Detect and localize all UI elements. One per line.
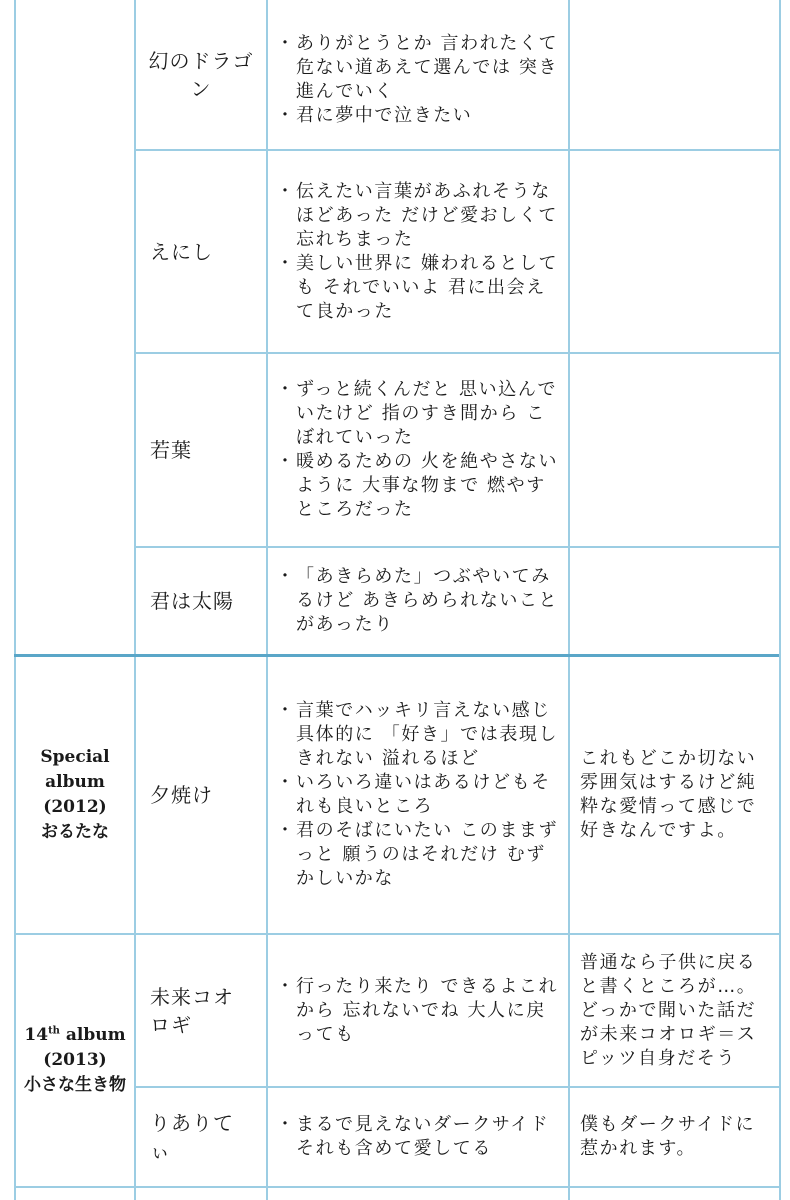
table-border-right — [779, 0, 781, 1200]
comment-text: 普通なら子供に戻ると書くところが…。どっかで聞いた話だが未来コオロギ＝スピッツ自身だそう — [580, 951, 757, 1069]
album-ordinal: th — [48, 1025, 60, 1037]
song-title — [136, 151, 266, 352]
album-title: 小さな生き物 — [24, 1075, 126, 1095]
lyric-line: ・ 「あきらめた」つぶやいてみるけど あきらめられないことがあったり — [278, 565, 560, 637]
album-type: Special — [40, 747, 110, 767]
album-type: album — [59, 1025, 126, 1045]
album-number — [24, 1023, 125, 1048]
album-number-value: 14 — [24, 1025, 49, 1045]
comment-text: 僕もダークサイドに惹かれます。 — [580, 1114, 756, 1159]
lyric-line: ・ 行ったり来たり できるよこれから 忘れないでね 大人に戻っても — [278, 975, 560, 1047]
lyrics-cell — [268, 657, 568, 933]
album-type: album — [45, 772, 105, 792]
lyric-line: ・ ありがとうとか 言われたくて 危ない道あえて選んでは 突き進んでいく — [278, 32, 560, 104]
lyrics-cell — [268, 548, 568, 654]
song-title — [136, 548, 266, 654]
comment-cell — [570, 1088, 779, 1186]
song-title-text: 幻のドラゴン — [148, 48, 254, 101]
song-title — [136, 0, 266, 149]
lyric-line: ・ 美しい世界に 嫌われるとしても それでいいよ 君に出会えて良かった — [278, 252, 560, 324]
lyrics-cell — [268, 32, 568, 128]
album-label — [16, 935, 134, 1186]
comment-cell — [570, 657, 779, 933]
lyric-line: ・ ずっと続くんだと 思い込んでいたけど 指のすき間から こぼれていった — [278, 378, 560, 450]
song-title-text: えにし — [150, 239, 213, 264]
table-border-bottom — [14, 1186, 779, 1188]
lyric-line: ・ 君のそばにいたい このままずっと 願うのはそれだけ むずかしいかな — [278, 819, 560, 891]
album-year: (2012) — [43, 797, 107, 817]
lyric-line: ・ 君に夢中で泣きたい — [278, 104, 560, 128]
lyric-line: ・ いろいろ違いはあるけどもそれも良いところ — [278, 771, 560, 819]
comment-text: これもどこか切ない雰囲気はするけど純粋な愛情って感じで好きなんですよ。 — [580, 748, 757, 841]
song-title — [136, 354, 266, 546]
song-title — [136, 935, 266, 1086]
song-title — [136, 657, 266, 933]
song-title-text: 若葉 — [150, 438, 192, 462]
album-label — [16, 657, 134, 933]
lyric-line: ・ 伝えたい言葉があふれそうなほどあった だけど愛おしくて忘れちまった — [278, 180, 560, 252]
lyrics-cell — [268, 151, 568, 352]
lyric-line: ・ 暖めるための 火を絶やさないように 大事な物まで 燃やすところだった — [278, 450, 560, 522]
album-title: おるたな — [41, 822, 109, 842]
lyric-line: ・ 言葉でハッキリ言えない感じ 具体的に 「好き」では表現しきれない 溢れるほど — [278, 699, 560, 771]
lyrics-cell — [268, 354, 568, 546]
lyrics-cell — [268, 935, 568, 1086]
lyrics-cell — [268, 1088, 568, 1186]
song-title — [136, 1088, 266, 1186]
song-title-text: 未来コオロギ — [150, 984, 234, 1037]
album-year: (2013) — [43, 1050, 107, 1070]
song-title-text: 夕焼け — [150, 783, 213, 807]
song-title-text: りありてぃ — [150, 1111, 234, 1163]
song-title-text: 君は太陽 — [150, 589, 234, 613]
lyric-line: ・ まるで見えないダークサイド それも含めて愛してる — [278, 1113, 560, 1161]
comment-cell — [570, 935, 779, 1086]
